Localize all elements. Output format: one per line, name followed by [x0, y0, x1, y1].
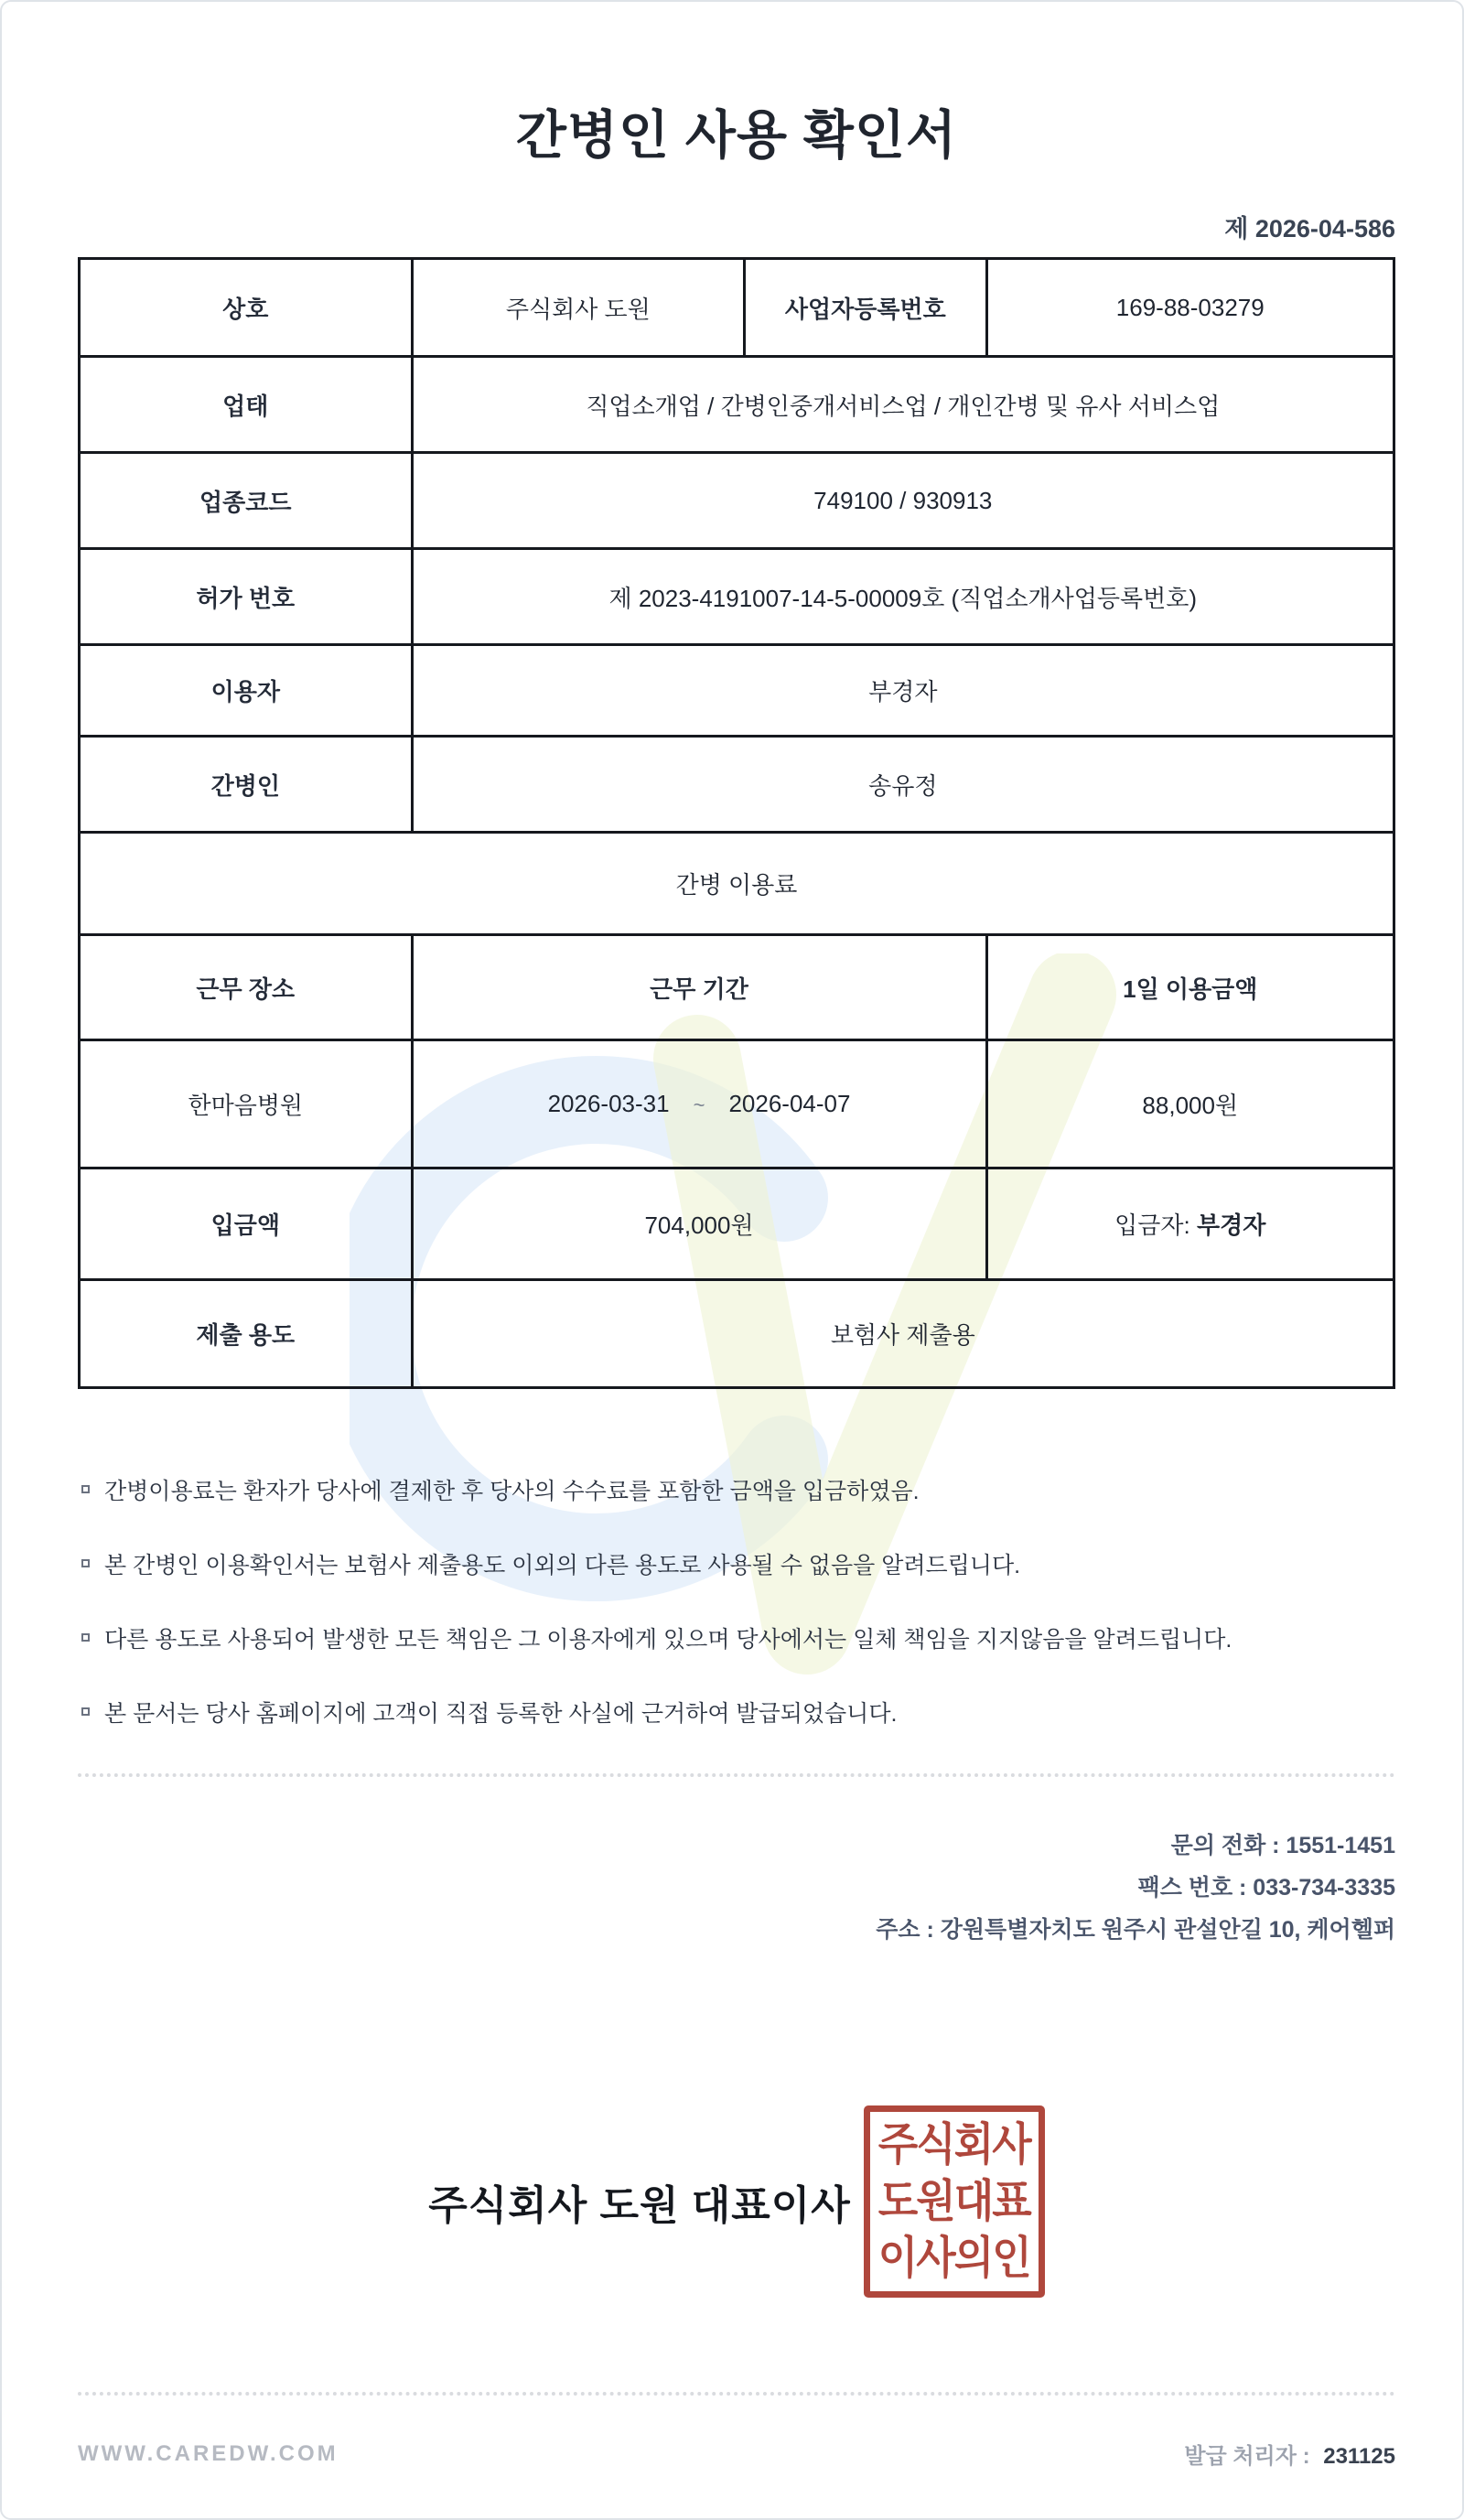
- table-row-biz-code: [80, 453, 1394, 549]
- footer: [78, 2438, 1395, 2470]
- signature-row: [78, 2095, 1395, 2308]
- square-bullet-icon: [81, 1485, 90, 1493]
- period-value: [412, 1040, 986, 1168]
- contact-fax: 팩스 번호 : 033-734-3335: [1137, 1875, 1395, 1901]
- fee-section-title: 간병 이용료: [80, 833, 1394, 935]
- workplace-label: 근무 장소: [80, 935, 413, 1040]
- corporate-seal-stamp: [864, 2105, 1045, 2298]
- note-item: [78, 1699, 1395, 1728]
- page-title: 간병인 사용 확인서: [515, 106, 958, 165]
- user-label: 이용자: [80, 645, 413, 737]
- table-row-deposit: [80, 1168, 1394, 1280]
- confirmation-table: [78, 257, 1395, 1389]
- deposit-value: 704,000원: [412, 1168, 986, 1280]
- note-item: [78, 1551, 1395, 1580]
- table-row-user: [80, 645, 1394, 737]
- daily-amount-value: 88,000원: [986, 1040, 1394, 1168]
- note-text: 본 문서는 당사 홈페이지에 고객이 직접 등록한 사실에 근거하여 발급되었습니다.: [104, 1701, 898, 1727]
- table-row-fee-header: [80, 935, 1394, 1040]
- table-row-biz-type: [80, 357, 1394, 453]
- table-row-fee-data: [80, 1040, 1394, 1168]
- table-row-caregiver: [80, 737, 1394, 833]
- period-tilde: ~: [693, 1093, 705, 1116]
- depositor-value: 부경자: [1196, 1212, 1266, 1239]
- biz-code-label: 업종코드: [80, 453, 413, 549]
- caregiver-value: 송유정: [412, 737, 1394, 833]
- table-row-fee-section: [80, 833, 1394, 935]
- document-number: 제 2026-04-586: [1224, 215, 1395, 242]
- company-value: 주식회사 도원: [412, 259, 745, 357]
- daily-amount-label: 1일 이용금액: [986, 935, 1394, 1040]
- biz-code-value: 749100 / 930913: [412, 453, 1394, 549]
- issuer-info: [1184, 2438, 1395, 2470]
- website-url: WWW.CAREDW.COM: [78, 2440, 339, 2466]
- note-text: 다른 용도로 사용되어 발생한 모든 책임은 그 이용자에게 있으며 당사에서는 일체 책임을 지지않음을 알려드립니다.: [104, 1627, 1233, 1653]
- table-row-purpose: [80, 1280, 1394, 1388]
- square-bullet-icon: [81, 1707, 90, 1716]
- note-item: [78, 1477, 1395, 1506]
- dotted-divider: [78, 1773, 1395, 1777]
- purpose-value: 보험사 제출용: [412, 1280, 1394, 1388]
- purpose-label: 제출 용도: [80, 1280, 413, 1388]
- square-bullet-icon: [81, 1633, 90, 1642]
- stamp-line: 도원대표: [877, 2175, 1030, 2226]
- signature-text: 주식회사 도원 대표이사: [428, 2183, 851, 2228]
- permit-value: 제 2023-4191007-14-5-00009호 (직업소개사업등록번호): [412, 549, 1394, 645]
- workplace-value: 한마음병원: [80, 1040, 413, 1168]
- issuer-value: 231125: [1323, 2444, 1395, 2469]
- note-text: 본 간병인 이용확인서는 보험사 제출용도 이외의 다른 용도로 사용될 수 없음을 알려드립니다.: [104, 1553, 1021, 1578]
- period-end-date: 2026-04-07: [728, 1090, 851, 1117]
- permit-label: 허가 번호: [80, 549, 413, 645]
- table-row-company: [80, 259, 1394, 357]
- dotted-divider: [78, 2392, 1395, 2396]
- biz-type-value: 직업소개업 / 간병인중개서비스업 / 개인간병 및 유사 서비스업: [412, 357, 1394, 453]
- contact-phone: 문의 전화 : 1551-1451: [1170, 1833, 1395, 1858]
- period-label: 근무 기간: [412, 935, 986, 1040]
- user-value: 부경자: [412, 645, 1394, 737]
- biz-reg-value: 169-88-03279: [986, 259, 1394, 357]
- stamp-line: 이사의인: [877, 2232, 1030, 2283]
- contact-block: [78, 1825, 1395, 1951]
- square-bullet-icon: [81, 1559, 90, 1567]
- note-text: 간병이용료는 환자가 당사에 결제한 후 당사의 수수료를 포함한 금액을 입금하였음.: [104, 1479, 920, 1504]
- deposit-label: 입금액: [80, 1168, 413, 1280]
- caregiver-label: 간병인: [80, 737, 413, 833]
- stamp-line: 주식회사: [877, 2118, 1030, 2170]
- biz-type-label: 업태: [80, 357, 413, 453]
- notes-section: [78, 1477, 1395, 1728]
- issuer-label: 발급 처리자 :: [1184, 2444, 1310, 2469]
- contact-address: 주소 : 강원특별자치도 원주시 관설안길 10, 케어헬퍼: [876, 1917, 1395, 1943]
- depositor-cell: [986, 1168, 1394, 1280]
- company-label: 상호: [80, 259, 413, 357]
- note-item: [78, 1625, 1395, 1654]
- table-row-permit: [80, 549, 1394, 645]
- biz-reg-label: 사업자등록번호: [745, 259, 986, 357]
- depositor-label: 입금자:: [1114, 1212, 1190, 1239]
- period-start-date: 2026-03-31: [547, 1090, 670, 1117]
